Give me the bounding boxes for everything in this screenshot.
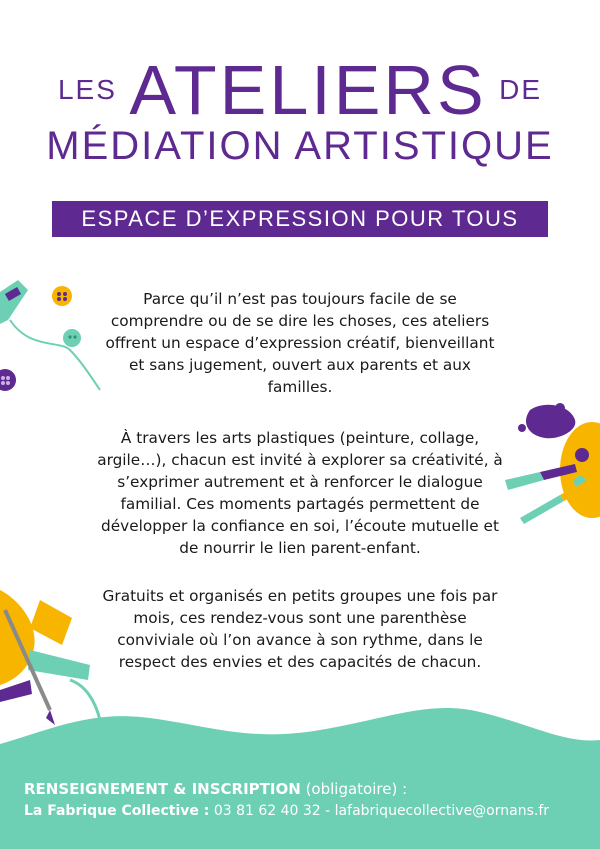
footer-heading	[24, 780, 594, 798]
brush-icon	[505, 472, 544, 490]
registration-heading: RENSEIGNEMENT & INSCRIPTION	[24, 780, 301, 798]
title-les: LES	[57, 74, 117, 105]
yellow-button-icon	[52, 286, 72, 306]
organization-name: La Fabrique Collective :	[24, 803, 210, 819]
footer-wave	[0, 700, 600, 849]
title-line-2: MÉDIATION ARTISTIQUE	[46, 124, 554, 168]
title-line-1	[0, 50, 600, 130]
title-de: DE	[499, 74, 542, 105]
tube-icon	[28, 650, 90, 680]
sewing-supplies-illustration	[0, 280, 110, 400]
title-block	[0, 50, 600, 169]
mint-button-icon	[63, 329, 81, 347]
palette-illustration	[500, 400, 600, 545]
footer-contact	[24, 803, 594, 819]
contact-info: 03 81 62 40 32 - lafabriquecollective@ornans.fr	[213, 803, 550, 819]
title-ateliers: ATELIERS	[129, 51, 487, 129]
subtitle-banner: ESPACE D’EXPRESSION POUR TOUS	[52, 201, 548, 237]
paragraph-3: Gratuits et organisés en petits groupes une fois par mois, ces rendez-vous sont une parenthèse conviviale où l’on avance à son rythme, dans le respect des envies et des capacités de chacun.	[102, 587, 498, 671]
paragraph-2: À travers les arts plastiques (peinture, collage, argile…), chacun est invité à explorer sa créativité, à s’exprimer autrement et à renforcer le dialogue familial. Ces moments partagés permettent de développer la confiance en soi, l’écoute mutuelle et de nourrir le lien parent-enfant.	[97, 429, 503, 557]
paragraph-1: Parce qu’il n’est pas toujours facile de se comprendre ou de se dire les choses, ces ateliers offrent un espace d’expression créatif, bienveillant et sans jugement, ouvert aux parents et aux familles.	[105, 290, 495, 396]
registration-note: (obligatoire) :	[305, 780, 408, 798]
thread-tube-icon	[0, 280, 28, 324]
brush-2-icon	[520, 495, 564, 524]
thread-line-icon	[10, 320, 100, 390]
paint-splash-icon	[526, 405, 575, 438]
